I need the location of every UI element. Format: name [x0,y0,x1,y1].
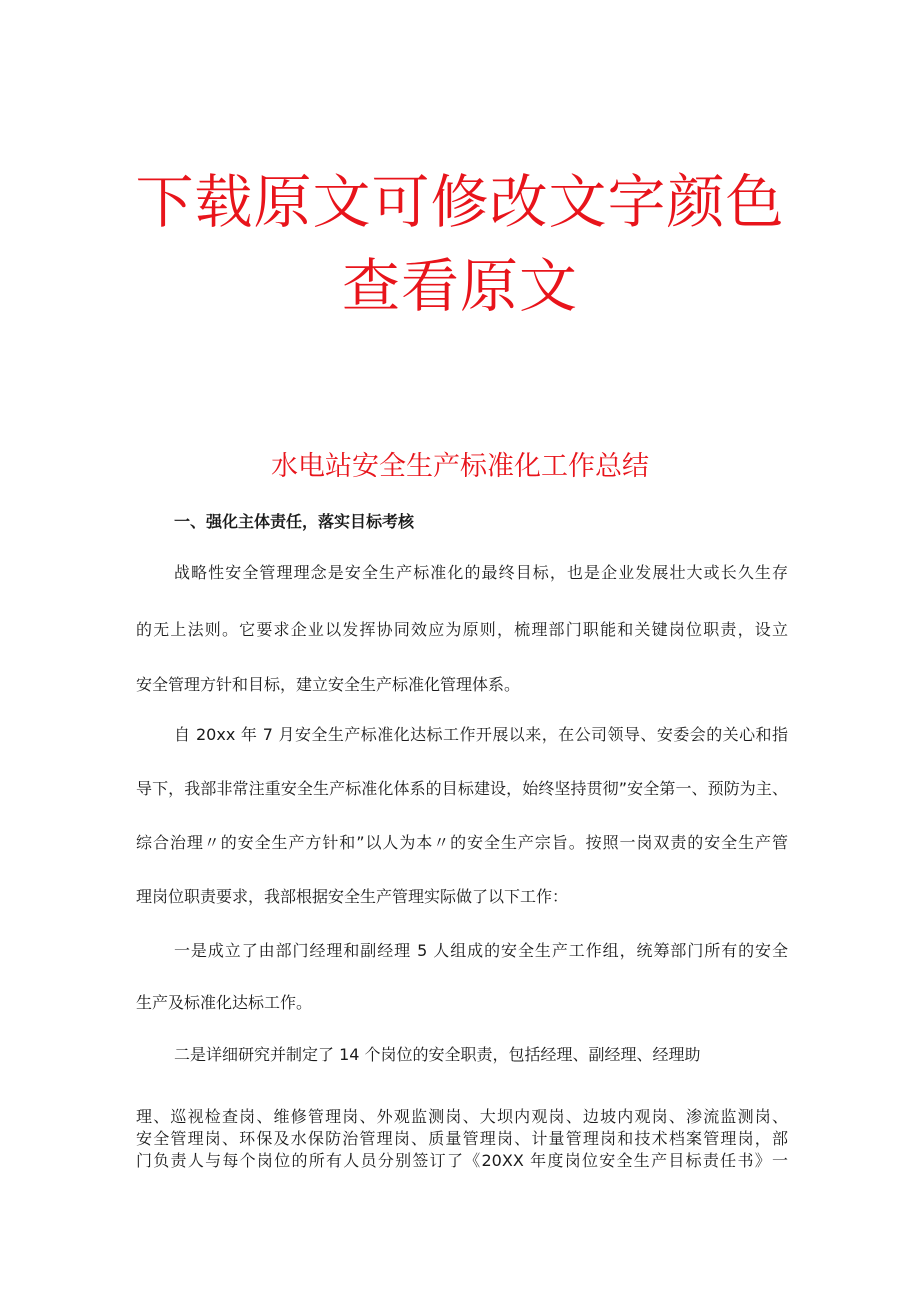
banner-line-2: 查看原文 [341,252,578,320]
paragraph-line: 战略性安全管理理念是安全生产标准化的最终目标，也是企业发展壮大或长久生存 [174,563,788,582]
paragraph-line: 的无上法则。它要求企业以发挥协同效应为原则，梳理部门职能和关键岗位职责，设立 [136,620,788,639]
paragraph-line: 门负责人与每个岗位的所有人员分别签订了《20XX 年度岗位安全生产目标责任书》一 [136,1151,788,1170]
document-title: 水电站安全生产标准化工作总结 [271,451,649,482]
paragraph-line: 理岗位职责要求，我部根据安全生产管理实际做了以下工作： [136,887,569,906]
paragraph-line: 安全管理方针和目标，建立安全生产标准化管理体系。 [136,675,521,694]
paragraph-line: 二是详细研究并制定了 14 个岗位的安全职责，包括经理、副经理、经理助 [174,1045,701,1064]
download-banner[interactable] [0,160,920,328]
paragraph-line: 自 20xx 年 7 月安全生产标准化达标工作开展以来，在公司领导、安委会的关心和指 [174,725,788,744]
banner-line-1: 下载原文可修改文字颜色 [135,168,785,236]
section-heading: 一、强化主体责任，落实目标考核 [174,512,415,531]
paragraph-line: 安全管理岗、环保及水保防治管理岗、质量管理岗、计量管理岗和技术档案管理岗，部 [136,1129,788,1148]
paragraph-line: 理、巡视检查岗、维修管理岗、外观监测岗、大坝内观岗、边坡内观岗、渗流监测岗、 [136,1107,788,1126]
paragraph-line: 生产及标准化达标工作。 [136,993,313,1012]
paragraph-line: 导下，我部非常注重安全生产标准化体系的目标建设，始终坚持贯彻”安全第一、预防为主、 [136,779,788,798]
paragraph-line: 综合治理〃的安全生产方针和”以人为本〃的安全生产宗旨。按照一岗双责的安全生产管 [136,833,788,852]
paragraph-line: 一是成立了由部门经理和副经理 5 人组成的安全生产工作组，统筹部门所有的安全 [174,941,788,960]
